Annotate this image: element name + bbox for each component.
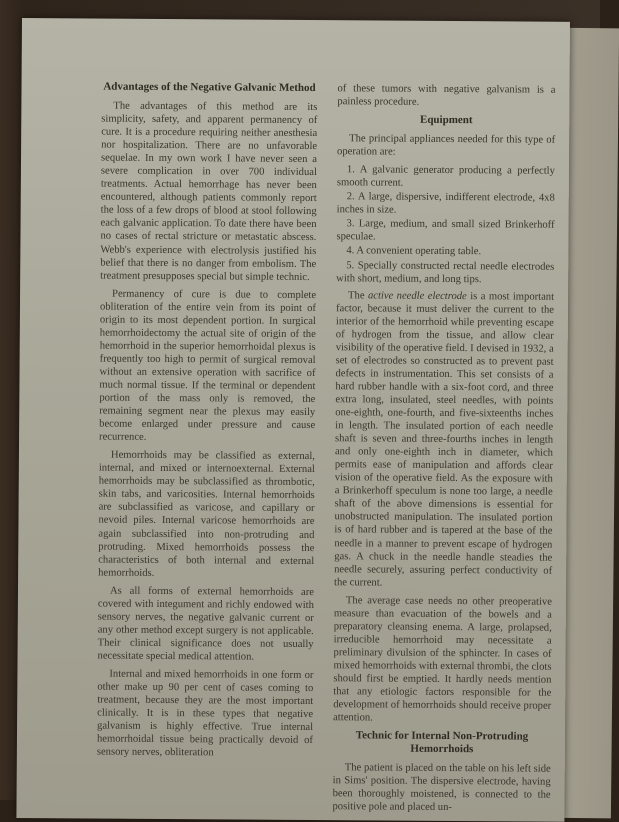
paragraph: Hemorrhoids may be classified as external, internal, and mixed or internoexternal. External hemorrhoids may be subclassified as thrombotic, skin tabs, and varicosities. Internal hemorrhoids are subclassified as varicose, and capillary or nevoid piles. Internal varicose hemorrhoids are again subclassified into non-protruding and protruding. Mixed hemorrhoids possess the characteristics of both internal and external hemorrhoids.: [98, 449, 315, 579]
paragraph: As all forms of external hemorrhoids are covered with integument and richly endowed with sensory nerves, the negative galvanic current or any other method except surgery is not applicable. Their clinical significance does not usually necessitate special medical attention.: [97, 585, 315, 663]
equipment-item: 3. Large, medium, and small sized Brinkerhoff speculae.: [336, 218, 555, 243]
paragraph-needle-electrode: [334, 289, 554, 591]
right-column: [332, 82, 555, 820]
equipment-item: 2. A large, dispersive, indifferent electrode, 4x8 inches in size.: [336, 191, 555, 216]
paragraph: The patient is placed on the table on his left side in Sims' position. The dispersive electrode, having been thoroughly moistened, is connected to the positive pole and placed un-: [332, 762, 551, 814]
paragraph: Permanency of cure is due to complete obliteration of the entire vein from its point of origin to its most dependent portion. In surgical hemorrhoidectomy the actual site of origin of the hemorrhoid in the superior hemorrhoidal plexus is frequently too high to permit of surgical removal without an extensive operation with sacrifice of much normal tissue. If the terminal or dependent portion of the mass only is removed, the remaining segment near the plexus may easily become enlarged under pressure and cause recurrence.: [99, 288, 317, 444]
paragraph: The advantages of this method are its simplicity, safety, and apparent permanency of cure. It is a procedure requiring neither anesthesia nor hospitalization. There are no unfavorable sequelae. In my own work I have never seen a severe complication in over 700 individual treatments. Actual hemorrhage has never been encountered, although patients commonly report the loss of a few drops of blood at stool following each galvanic application. To date there have been no cases of rectal stricture or metastatic abscess. Webb's experience with electrolysis justified his belief that there is no danger from embolism. The treatment presupposes special but simple technic.: [100, 100, 318, 283]
paragraph: The principal appliances needed for this type of operation are:: [337, 133, 556, 158]
needle-lead: The: [348, 289, 369, 302]
left-column: [97, 81, 318, 766]
needle-body: is a most important factor, because it must deliver the current to the interior of the hemorrhoid while preventing escape of hydrogen from the tissue, and allow clear visibility of the operative field. I devised in 1932, a set of electrodes so constructed as to prevent past defects in instrumentation. This set consists of a hard rubber handle with a six-foot cord, and three extra long, insulated, steel needles, with points one-eighth, one-fourth, and five-sixteenths inches in length. The insulated portion of each needle shaft is seven and three-fourths inches in length and only one-eighth inch in diameter, which permits ease of manipulation and affords clear vision of the operative field. As the exposure with a Brinkerhoff speculum is none too large, a needle shaft of the above dimensions is essential for unobstructed manipulation. The insulated portion is of hard rubber and is tapered at the base of the needle in a manner to prevent escape of hydrogen gas. A chuck in the needle handle steadies the needle securely, assuring perfect conductivity of the current.: [334, 290, 555, 589]
section-heading-equipment: Equipment: [419, 113, 473, 127]
paragraph-continuation: of these tumors with negative galvanism is a painless procedure.: [337, 83, 556, 108]
equipment-item: 1. A galvanic generator producing a perfectly smooth current.: [336, 164, 555, 189]
section-heading-technic: Technic for Internal Non-Protruding Hemorrhoids: [355, 729, 529, 756]
document-page: [16, 18, 570, 822]
section-heading-advantages: Advantages of the Negative Galvanic Method: [103, 80, 316, 95]
paragraph: Internal and mixed hemorrhoids in one form or other make up 90 per cent of cases coming to treatment, because they are the most important clinically. It is in these types that negative galvanism is highly effective. True internal hemorrhoidal tissue being practically devoid of sensory nerves, obliteration: [96, 668, 314, 759]
paragraph: The average case needs no other preoperative measure than evacuation of the bowels and a preparatory cleansing enema. A large, prolapsed, irreducible hemorrhoid may necessitate a preliminary divulsion of the sphincter. In cases of mixed hemorrhoids with external thrombi, the clots should first be emptied. It hardly needs mention that any etiologic factors responsible for the development of hemorrhoids should receive proper attention.: [333, 594, 552, 724]
equipment-item: 4. A convenient operating table.: [346, 245, 482, 258]
needle-term: active needle electrode: [367, 290, 467, 302]
equipment-item: 5. Specially constructed rectal needle electrodes with short, medium, and long tips.: [336, 259, 555, 285]
